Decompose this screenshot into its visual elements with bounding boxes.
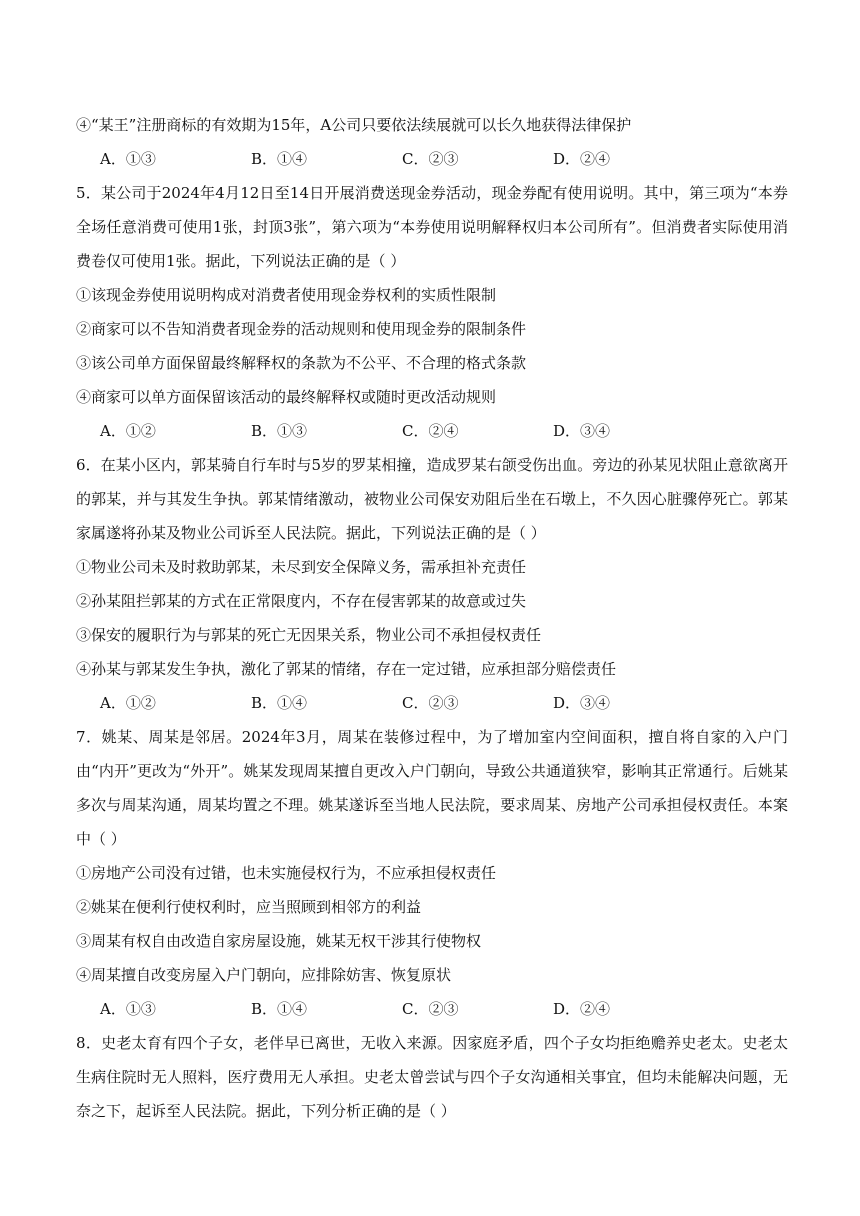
option-a: A．①② xyxy=(100,694,156,712)
statement-q5-2: ②商家可以不告知消费者现金券的活动规则和使用现金券的限制条件 xyxy=(76,320,527,338)
question-7: 7．姚某、周某是邻居。2024年3月，周某在装修过程中，为了增加室内空间面积，擅自将自家的入户门由“内开”更改为“外开”。姚某发现周某擅自更改入户门朝向，导致公共通道狭窄，影响其正常通行。后姚某多次与周某沟通，周某均置之不理。姚某遂诉至当地人民法院，要求周某、房地产公司承担侵权责任。本案中（ ） xyxy=(76,728,788,848)
option-b: B．①④ xyxy=(251,1000,308,1018)
question-8: 8．史老太育有四个子女，老伴早已离世，无收入来源。因家庭矛盾，四个子女均拒绝赡养史老太。史老太生病住院时无人照料，医疗费用无人承担。史老太曾尝试与四个子女沟通相关事宜，但均未能解决问题，无奈之下，起诉至人民法院。据此，下列分析正确的是（ ） xyxy=(76,1034,788,1120)
statement-q7-2: ②姚某在便利行使权利时，应当照顾到相邻方的利益 xyxy=(76,898,422,916)
option-c: C．②③ xyxy=(402,150,459,168)
option-b: B．①④ xyxy=(251,150,308,168)
option-a: A．①③ xyxy=(100,150,156,168)
statement-q7-3: ③周某有权自由改造自家房屋设施，姚某无权干涉其行使物权 xyxy=(76,932,482,950)
option-c: C．②③ xyxy=(402,1000,459,1018)
option-b: B．①④ xyxy=(251,694,308,712)
option-a: A．①③ xyxy=(100,1000,156,1018)
statement-q6-1: ①物业公司未及时救助郭某，未尽到安全保障义务，需承担补充责任 xyxy=(76,558,527,576)
options-q7 xyxy=(76,992,788,1026)
statement-q7-1: ①房地产公司没有过错，也未实施侵权行为，不应承担侵权责任 xyxy=(76,864,497,882)
statement-q5-4: ④商家可以单方面保留该活动的最终解释权或随时更改活动规则 xyxy=(76,388,497,406)
option-a: A．①② xyxy=(100,422,156,440)
statement-q7-4: ④周某擅自改变房屋入户门朝向，应排除妨害、恢复原状 xyxy=(76,966,452,984)
option-c: C．②③ xyxy=(402,694,459,712)
exam-content xyxy=(76,108,788,1128)
option-d: D．②④ xyxy=(553,150,611,168)
options-q6 xyxy=(76,686,788,720)
option-b: B．①③ xyxy=(251,422,308,440)
statement-q4-4: ④“某王”注册商标的有效期为15年，A公司只要依法续展就可以长久地获得法律保护 xyxy=(76,116,632,134)
statement-q6-4: ④孙某与郭某发生争执，激化了郭某的情绪，存在一定过错，应承担部分赔偿责任 xyxy=(76,660,617,678)
options-q4 xyxy=(76,142,788,176)
statement-q5-3: ③该公司单方面保留最终解释权的条款为不公平、不合理的格式条款 xyxy=(76,354,527,372)
option-d: D．③④ xyxy=(553,422,611,440)
options-q5 xyxy=(76,414,788,448)
statement-q5-1: ①该现金券使用说明构成对消费者使用现金券权利的实质性限制 xyxy=(76,286,497,304)
question-5: 5．某公司于2024年4月12日至14日开展消费送现金券活动，现金券配有使用说明。其中，第三项为“本券全场任意消费可使用1张，封顶3张”，第六项为“本券使用说明解释权归本公司所有”。但消费者实际使用消费卷仅可使用1张。据此，下列说法正确的是（ ） xyxy=(76,184,788,270)
question-6: 6．在某小区内，郭某骑自行车时与5岁的罗某相撞，造成罗某右颌受伤出血。旁边的孙某见状阻止意欲离开的郭某，并与其发生争执。郭某情绪激动，被物业公司保安劝阻后坐在石墩上，不久因心脏骤停死亡。郭某家属遂将孙某及物业公司诉至人民法院。据此，下列说法正确的是（ ） xyxy=(76,456,788,542)
statement-q6-3: ③保安的履职行为与郭某的死亡无因果关系，物业公司不承担侵权责任 xyxy=(76,626,542,644)
option-d: D．②④ xyxy=(553,1000,611,1018)
option-d: D．③④ xyxy=(553,694,611,712)
statement-q6-2: ②孙某阻拦郭某的方式在正常限度内，不存在侵害郭某的故意或过失 xyxy=(76,592,527,610)
option-c: C．②④ xyxy=(402,422,459,440)
